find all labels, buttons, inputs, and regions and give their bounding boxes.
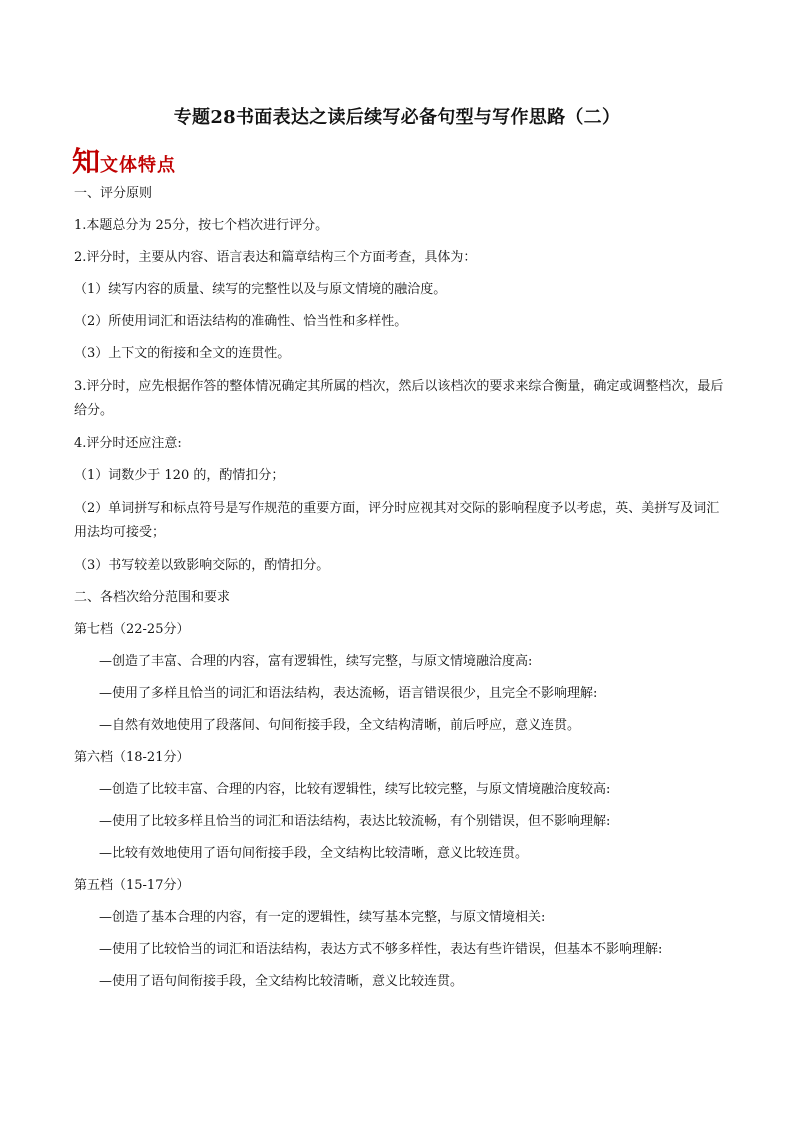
paragraph: （2）单词拼写和标点符号是写作规范的重要方面，评分时应视其对交际的影响程度予以考虑，英、美拼写及词汇用法均可接受； xyxy=(74,501,720,540)
band-item: —比较有效地使用了语句间衔接手段，全文结构比较清晰，意义比较连贯。 xyxy=(99,846,529,861)
band-heading-7: 第七档（22-25分） xyxy=(74,622,190,637)
heading-scoring-principles: 一、评分原则 xyxy=(74,186,153,201)
paragraph: 4.评分时还应注意: xyxy=(74,436,182,451)
paragraph: （1）词数少于 120 的，酌情扣分； xyxy=(74,468,285,483)
band-item: —自然有效地使用了段落间、句间衔接手段，全文结构清晰，前后呼应，意义连贯。 xyxy=(99,718,581,733)
paragraph: 2.评分时，主要从内容、语言表达和篇章结构三个方面考查，具体为： xyxy=(74,250,477,265)
band-item: —创造了基本合理的内容，有一定的逻辑性，续写基本完整，与原文情境相关: xyxy=(99,910,546,925)
paragraph: （1）续写内容的质量、续写的完整性以及与原文情境的融洽度。 xyxy=(74,282,447,297)
band-item: —使用了比较多样且恰当的词汇和语法结构，表达比较流畅，有个别错误，但不影响理解: xyxy=(99,814,611,829)
paragraph: （2）所使用词汇和语法结构的准确性、恰当性和多样性。 xyxy=(74,314,408,329)
band-heading-5: 第五档（15-17分） xyxy=(74,878,190,893)
band-item: —使用了语句间衔接手段，全文结构比较清晰，意义比较连贯。 xyxy=(99,974,464,989)
paragraph: （3）上下文的衔接和全文的连贯性。 xyxy=(74,346,291,361)
section-header xyxy=(72,140,176,180)
band-heading-6: 第六档（18-21分） xyxy=(74,750,190,765)
section-header-big-char: 知 xyxy=(72,145,101,178)
section-header-text: 文体特点 xyxy=(100,155,177,176)
heading-score-bands: 二、各档次给分范围和要求 xyxy=(74,590,231,605)
band-item: —创造了比较丰富、合理的内容，比较有逻辑性，续写比较完整，与原文情境融洽度较高: xyxy=(99,782,611,797)
band-item: —创造了丰富、合理的内容，富有逻辑性，续写完整，与原文情境融洽度高: xyxy=(99,654,533,669)
band-item: —使用了多样且恰当的词汇和语法结构，表达流畅，语言错误很少，且完全不影响理解: xyxy=(99,686,598,701)
document-title: 专题28书面表达之读后续写必备句型与写作思路（二） xyxy=(173,107,621,128)
document-body xyxy=(74,183,730,1003)
paragraph: （3）书写较差以致影响交际的，酌情扣分。 xyxy=(74,558,330,573)
paragraph: 3.评分时，应先根据作答的整体情况确定其所属的档次，然后以该档次的要求来综合衡量，确定或调整档次，最后给分。 xyxy=(74,379,724,418)
band-item: —使用了比较恰当的词汇和语法结构，表达方式不够多样性，表达有些许错误，但基本不影响理解: xyxy=(99,942,663,957)
paragraph: 1.本题总分为 25分，按七个档次进行评分。 xyxy=(74,218,329,233)
